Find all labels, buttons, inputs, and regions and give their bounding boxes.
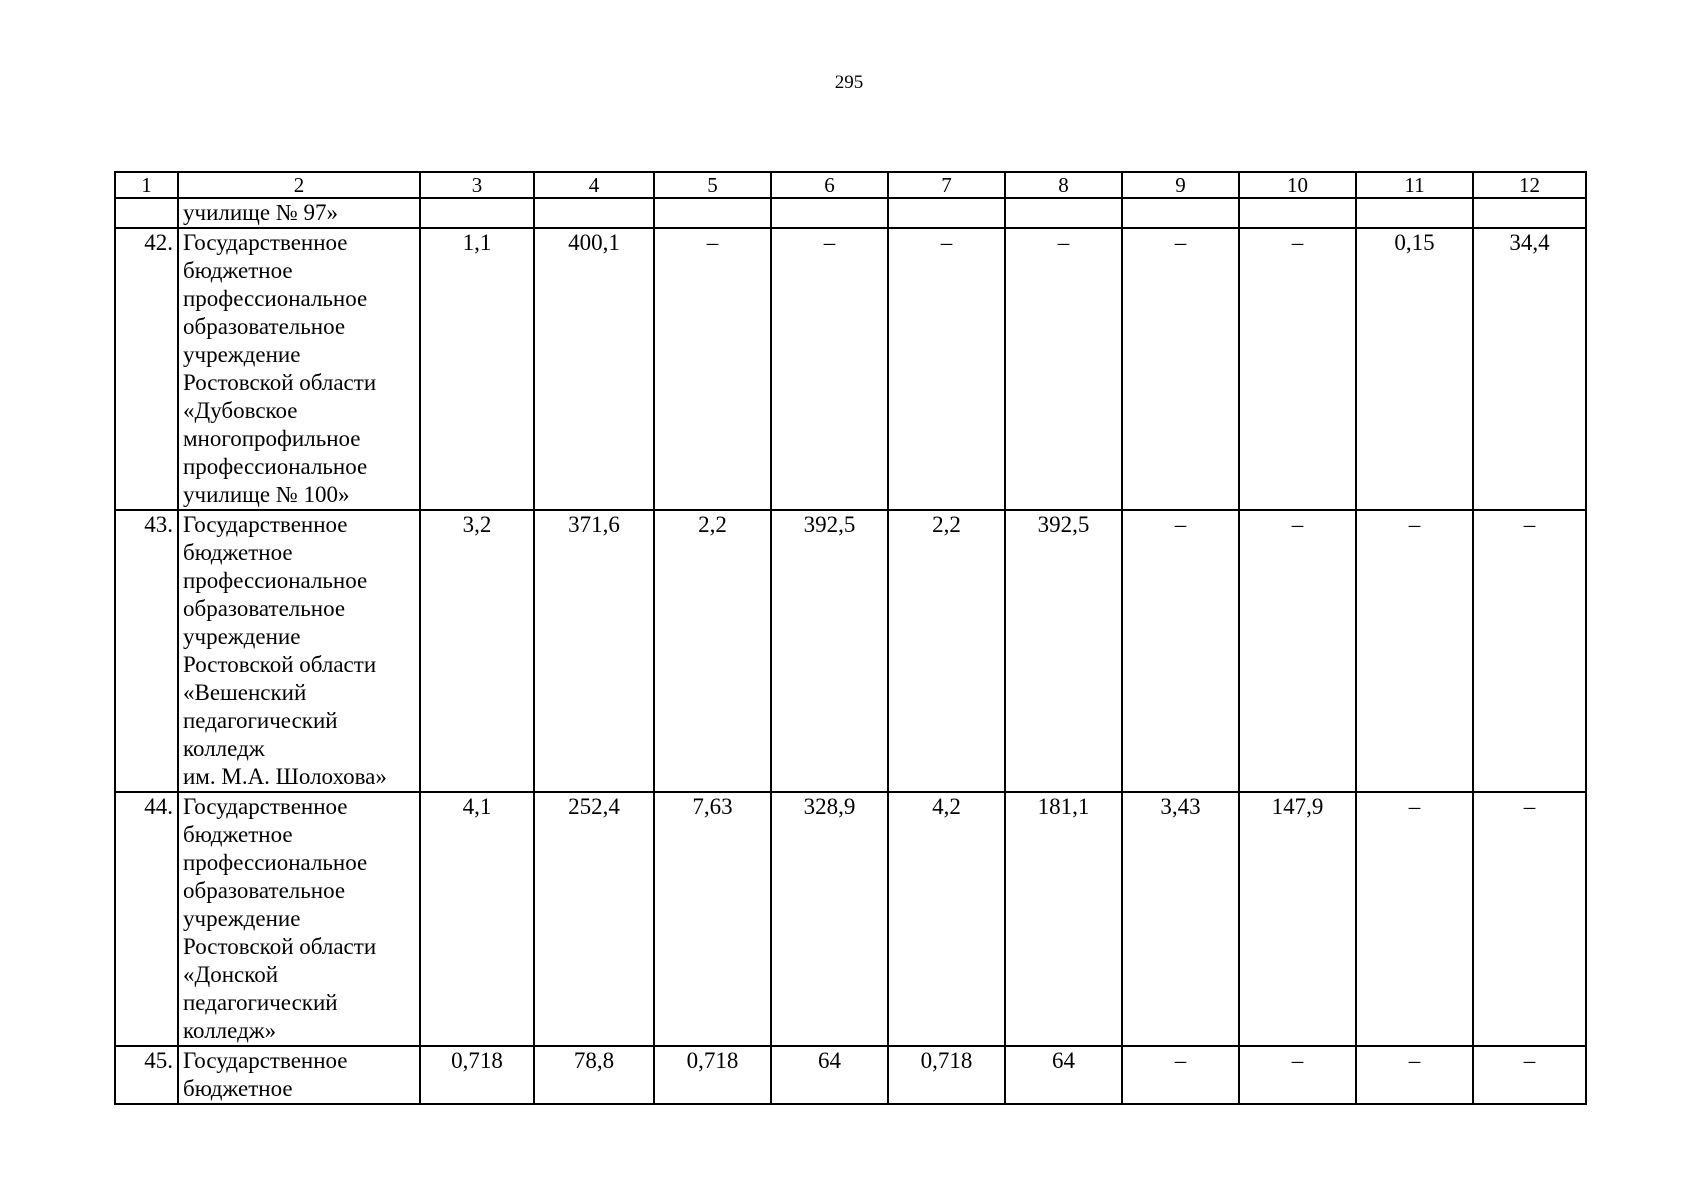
institution-name: Государственное бюджетное xyxy=(178,1046,420,1104)
row-number: 42. xyxy=(115,228,178,510)
table-row xyxy=(115,1046,1586,1104)
value-cell: 34,4 xyxy=(1473,228,1586,510)
value-cell: 7,63 xyxy=(654,792,771,1046)
value-cell: 78,8 xyxy=(534,1046,654,1104)
value-cell xyxy=(1122,198,1239,228)
institution-name: Государственное бюджетное профессиональное образовательное учреждение Ростовской области «Донской педагогический колледж» xyxy=(178,792,420,1046)
value-cell: 181,1 xyxy=(1005,792,1122,1046)
institution-name: Государственное бюджетное профессиональное образовательное учреждение Ростовской области «Дубовское многопрофильное профессиональное училище № 100» xyxy=(178,228,420,510)
value-cell xyxy=(1356,198,1473,228)
page-number: 295 xyxy=(834,72,864,93)
value-cell: – xyxy=(1239,1046,1356,1104)
value-cell: 3,43 xyxy=(1122,792,1239,1046)
column-number: 3 xyxy=(420,172,534,198)
value-cell: 392,5 xyxy=(1005,510,1122,792)
column-number: 1 xyxy=(115,172,178,198)
value-cell xyxy=(888,198,1005,228)
value-cell: 1,1 xyxy=(420,228,534,510)
column-number: 4 xyxy=(534,172,654,198)
value-cell: – xyxy=(888,228,1005,510)
value-cell xyxy=(420,198,534,228)
value-cell: – xyxy=(1122,228,1239,510)
value-cell: – xyxy=(1473,1046,1586,1104)
value-cell: – xyxy=(1356,510,1473,792)
value-cell: – xyxy=(1356,792,1473,1046)
value-cell: – xyxy=(771,228,888,510)
value-cell: 64 xyxy=(771,1046,888,1104)
column-number: 11 xyxy=(1356,172,1473,198)
value-cell: 371,6 xyxy=(534,510,654,792)
column-number: 7 xyxy=(888,172,1005,198)
value-cell: – xyxy=(1239,228,1356,510)
table-row xyxy=(115,510,1586,792)
institution-name: Государственное бюджетное профессиональное образовательное учреждение Ростовской области «Вешенский педагогический колледж им. М.А. Шолохова» xyxy=(178,510,420,792)
value-cell xyxy=(1005,198,1122,228)
institution-name: училище № 97» xyxy=(178,198,420,228)
column-number: 6 xyxy=(771,172,888,198)
row-number: 43. xyxy=(115,510,178,792)
value-cell: – xyxy=(1122,510,1239,792)
value-cell: 0,718 xyxy=(420,1046,534,1104)
value-cell: 0,718 xyxy=(654,1046,771,1104)
value-cell: – xyxy=(1473,510,1586,792)
column-number: 12 xyxy=(1473,172,1586,198)
value-cell: 4,1 xyxy=(420,792,534,1046)
column-number: 5 xyxy=(654,172,771,198)
value-cell xyxy=(654,198,771,228)
value-cell: 2,2 xyxy=(654,510,771,792)
value-cell: – xyxy=(1122,1046,1239,1104)
value-cell: 0,15 xyxy=(1356,228,1473,510)
table-row xyxy=(115,198,1586,228)
row-number: 44. xyxy=(115,792,178,1046)
value-cell: 328,9 xyxy=(771,792,888,1046)
column-number: 8 xyxy=(1005,172,1122,198)
value-cell: 4,2 xyxy=(888,792,1005,1046)
value-cell: 3,2 xyxy=(420,510,534,792)
column-number: 2 xyxy=(178,172,420,198)
value-cell xyxy=(771,198,888,228)
value-cell xyxy=(1239,198,1356,228)
value-cell: 0,718 xyxy=(888,1046,1005,1104)
column-number-row xyxy=(115,172,1586,198)
value-cell: 2,2 xyxy=(888,510,1005,792)
value-cell: 392,5 xyxy=(771,510,888,792)
value-cell: – xyxy=(1356,1046,1473,1104)
value-cell: 400,1 xyxy=(534,228,654,510)
value-cell: 252,4 xyxy=(534,792,654,1046)
column-number: 9 xyxy=(1122,172,1239,198)
row-number: 45. xyxy=(115,1046,178,1104)
value-cell: 147,9 xyxy=(1239,792,1356,1046)
table-row xyxy=(115,228,1586,510)
column-number: 10 xyxy=(1239,172,1356,198)
value-cell: – xyxy=(1239,510,1356,792)
value-cell: – xyxy=(1005,228,1122,510)
value-cell: 64 xyxy=(1005,1046,1122,1104)
data-table xyxy=(114,171,1587,1105)
value-cell xyxy=(534,198,654,228)
table-row xyxy=(115,792,1586,1046)
value-cell: – xyxy=(1473,792,1586,1046)
value-cell xyxy=(1473,198,1586,228)
row-number xyxy=(115,198,178,228)
value-cell: – xyxy=(654,228,771,510)
